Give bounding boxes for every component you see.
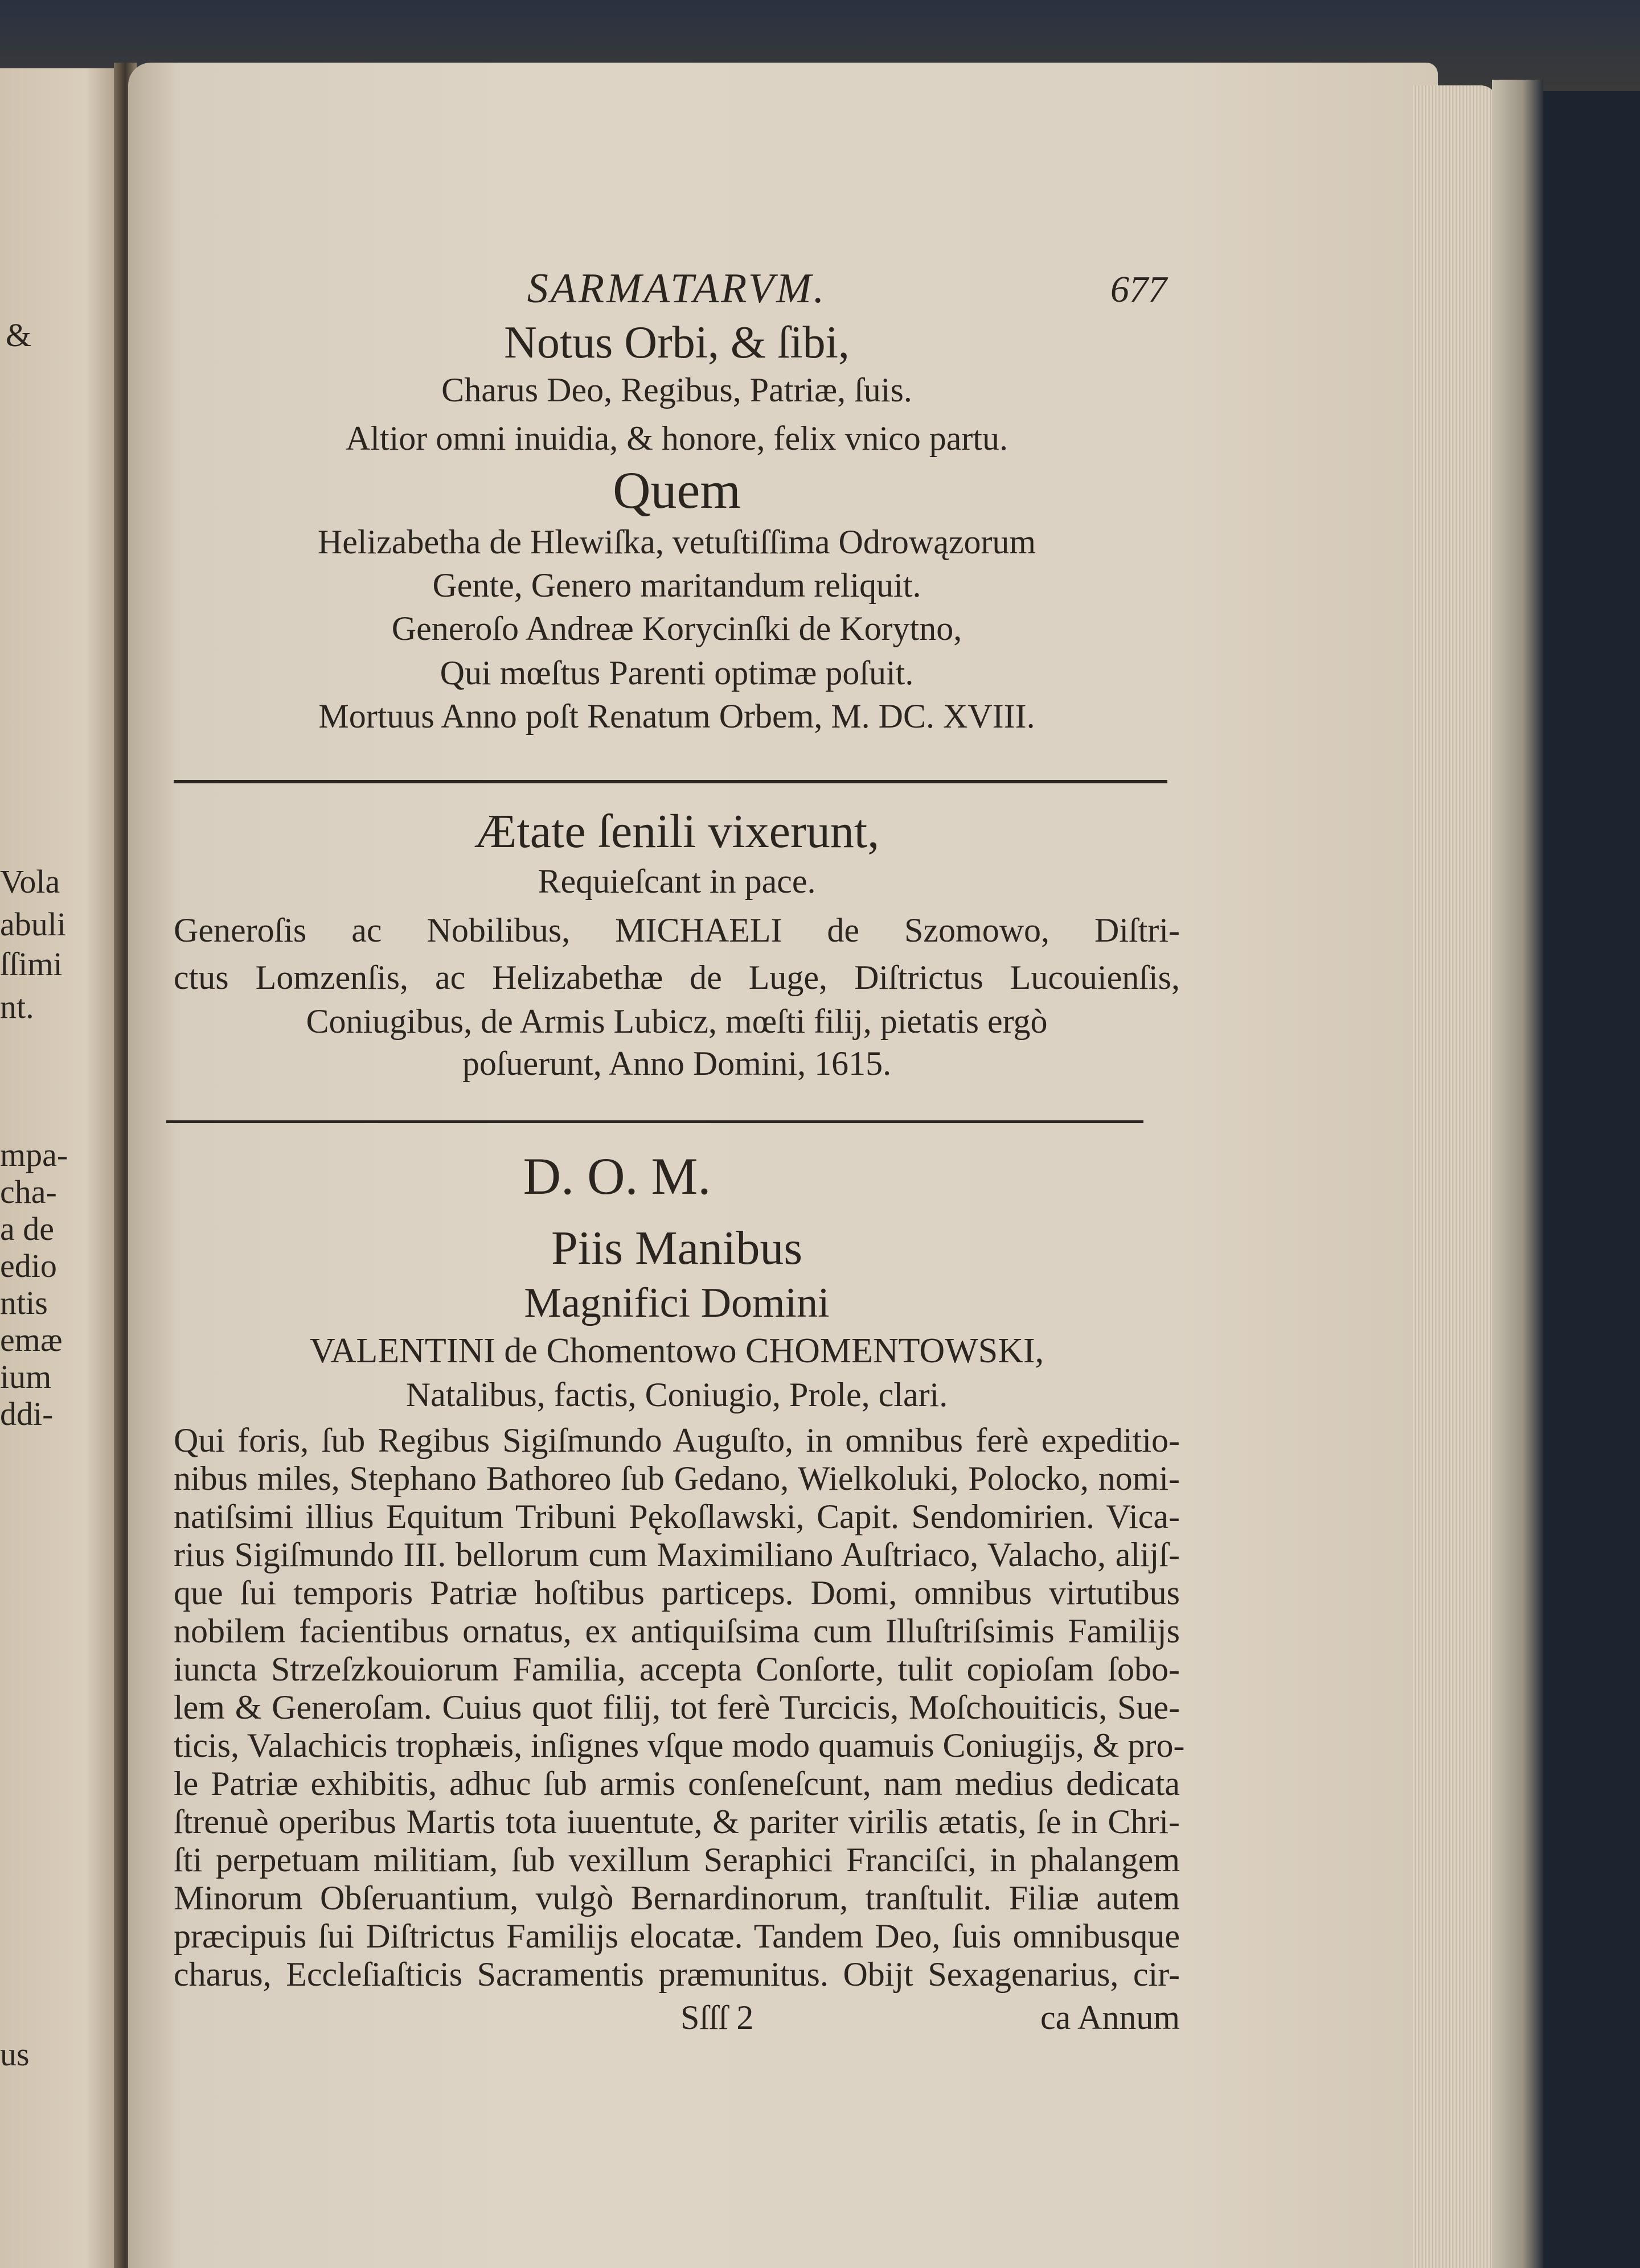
body-line: Minorum Obſeruantium, vulgò Bernardinorum, tranſtulit. Filiæ autem (174, 1879, 1180, 1917)
left-fragment: edio (0, 1247, 57, 1284)
left-fragment: mpa- (0, 1136, 68, 1173)
body-line: ſti perpetuam militiam, ſub vexillum Seraphici Franciſci, in phalangem (174, 1841, 1180, 1879)
left-fragment: us (0, 2036, 30, 2073)
left-fragment: ntis (0, 1284, 48, 1321)
epitaph-line: Mortuus Anno poſt Renatum Orbem, M. DC. XVIII. (318, 697, 1035, 735)
body-line: natiſsimi illius Equitum Tribuni Pękoſlawski, Capit. Sendomirien. Vica- (174, 1498, 1180, 1535)
epitaph-line: Gente, Genero maritandum reliquit. (432, 566, 921, 604)
title-line: Piis Manibus (551, 1222, 803, 1275)
left-fragment: ium (0, 1358, 52, 1395)
body-line: Qui foris, ſub Regibus Sigiſmundo Auguſto, in omnibus ferè expeditio- (174, 1421, 1180, 1459)
body-line: nobilem facientibus ornatus, ex antiquiſsima cum Illuſtriſsimis Familijs (174, 1612, 1180, 1650)
catchword: ca Annum (1040, 1999, 1180, 2036)
epitaph-line: Quem (613, 461, 741, 519)
epitaph-line: Coniugibus, de Armis Lubicz, mœſti filij, pietatis ergò (306, 1002, 1048, 1040)
left-fragment: abuli (0, 906, 66, 943)
body-line: ticis, Valachicis trophæis, inſignes vſque modo quamuis Coniugijs, & pro- (174, 1727, 1185, 1764)
body-line: iuncta Strzeſzkouiorum Familia, accepta Conſorte, tulit copioſam ſobo- (174, 1650, 1180, 1688)
title-line: Natalibus, factis, Coniugio, Prole, clari. (405, 1376, 948, 1414)
epitaph-line: poſuerunt, Anno Domini, 1615. (462, 1045, 892, 1082)
dom-heading: D. O. M. (523, 1147, 711, 1205)
epitaph-line: ctus Lomzenſis, ac Helizabethæ de Luge, Diſtrictus Lucouienſis, (174, 959, 1180, 996)
book-cover-edge (1492, 80, 1543, 2268)
epitaph-line: Generoſis ac Nobilibus, MICHAELI de Szomowo, Diſtri- (174, 911, 1180, 949)
body-line: que ſui temporis Patriæ hoſtibus particeps. Domi, omnibus virtutibus (174, 1574, 1180, 1612)
left-fragment: cha- (0, 1173, 57, 1210)
running-title: SARMATARVM. (527, 265, 827, 312)
epitaph-line: Qui mœſtus Parenti optimæ poſuit. (440, 654, 914, 692)
epitaph-line: Generoſo Andreæ Korycinſki de Korytno, (391, 610, 962, 647)
body-line: nibus miles, Stephano Bathoreo ſub Gedano, Wielkoluki, Polocko, nomi- (174, 1460, 1180, 1497)
epitaph-line: Helizabetha de Hlewiſka, vetuſtiſſima Odrowązorum (317, 523, 1036, 561)
body-line: lem & Generoſam. Cuius quot filij, tot ferè Turcicis, Moſchouiticis, Sue- (174, 1688, 1180, 1726)
left-page (0, 68, 122, 2268)
page-edges (1412, 85, 1498, 2268)
left-fragment: ſſimi (0, 946, 63, 983)
body-line: charus, Eccleſiaſticis Sacramentis præmunitus. Obijt Sexagenarius, cir- (174, 1955, 1180, 1993)
epitaph-line: Altior omni inuidia, & honore, felix vnico partu. (345, 420, 1008, 457)
body-line: rius Sigiſmundo III. bellorum cum Maximiliano Auſtriaco, Valacho, alijſ- (174, 1536, 1180, 1573)
page-number: 677 (1110, 269, 1167, 310)
left-fragment: Vola (0, 863, 60, 900)
left-fragment: ddi- (0, 1395, 54, 1432)
body-line: præcipuis ſui Diſtrictus Familijs elocatæ. Tandem Deo, ſuis omnibusque (174, 1917, 1180, 1955)
title-line: VALENTINI de Chomentowo CHOMENTOWSKI, (309, 1332, 1044, 1370)
left-fragment: nt. (0, 988, 34, 1025)
title-line: Magnifici Domini (524, 1280, 830, 1326)
divider-rule (174, 780, 1167, 783)
body-line: ſtrenuè operibus Martis tota iuuentute, & pariter virilis ætatis, ſe in Chri- (174, 1803, 1180, 1840)
body-line: le Patriæ exhibitis, adhuc ſub armis conſeneſcunt, nam medius dedicata (174, 1765, 1180, 1802)
left-fragment: a de (0, 1210, 54, 1247)
epitaph-heading: Ætate ſenili vixerunt, (474, 805, 880, 858)
divider-rule (166, 1120, 1143, 1123)
left-fragment: emæ (0, 1321, 63, 1358)
epitaph-line: Notus Orbi, & ſibi, (504, 318, 850, 368)
epitaph-subheading: Requieſcant in pace. (538, 862, 816, 900)
signature-mark: Sſſſ 2 (680, 1999, 754, 2036)
epitaph-line: Charus Deo, Regibus, Patriæ, ſuis. (441, 371, 912, 409)
left-fragment: & (6, 317, 32, 354)
